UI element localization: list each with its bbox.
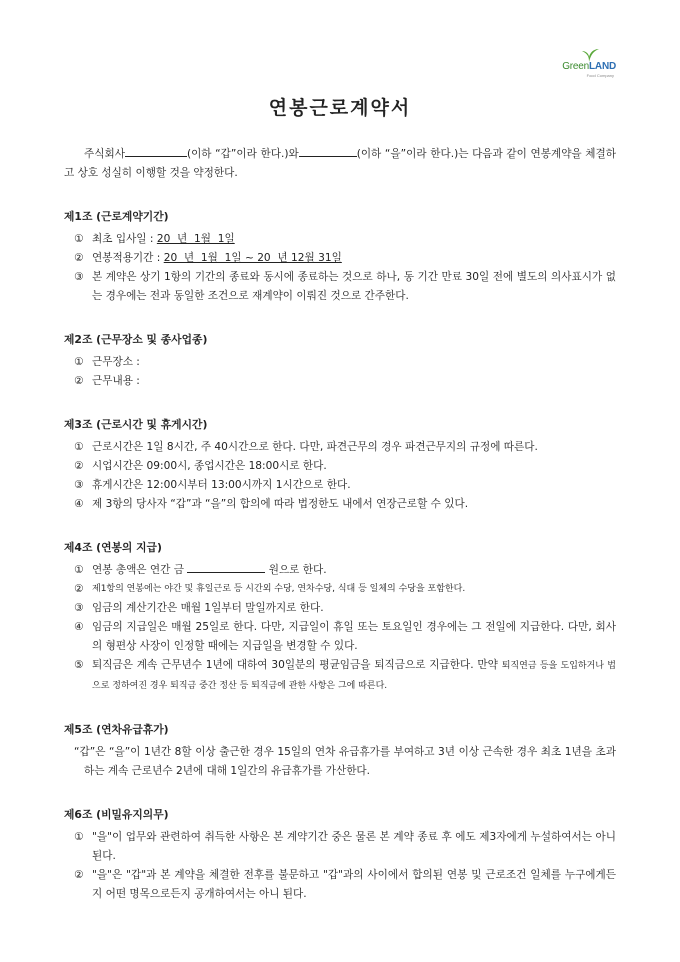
list-item: ② 시업시간은 09:00시, 종업시간은 18:00시로 한다. [74, 460, 327, 472]
greenland-logo [550, 48, 616, 78]
document-title: 연봉근로계약서 [268, 97, 412, 119]
article-title: 제1조 (근로계약기간) [64, 210, 169, 223]
list-item: ③ 휴게시간은 12:00시부터 13:00시까지 1시간으로 한다. [74, 479, 351, 491]
work-place: 근무장소 : [92, 356, 140, 368]
salary-period[interactable]: 20 년 1월 1일 ~ 20 년 12월 31일 [163, 252, 342, 264]
hire-date[interactable]: 20 년 1월 1일 [156, 233, 235, 245]
list-item: ② "을"은 "갑"과 본 계약을 체결한 전후를 불문하고 "갑"과의 사이에서 합의된 연봉 및 근로조건 일체를 누구에게든지 어떤 명목으로든지 공개하여서는 아니 된다. [74, 869, 616, 900]
list-item: ④ 제 3항의 당사자 “갑”과 “을”의 합의에 따라 법정한도 내에서 연장근로할 수 있다. [74, 498, 469, 510]
company-name-blank[interactable] [125, 145, 187, 157]
list-item: ① 연봉 총액은 연간 금 원으로 한다. [74, 561, 616, 580]
article-6 [64, 805, 616, 904]
leaf-icon [578, 48, 600, 62]
article-5 [64, 720, 616, 781]
work-content: 근무내용 : [92, 375, 140, 387]
intro-paragraph: 주식회사 (이하 “갑”이라 한다.)와 (이하 “을”이라 한다.)는 다음과 같이 연봉계약을 체결하고 상호 성실히 이행할 것을 약정한다. [64, 145, 616, 183]
list-item: ① "을"이 업무와 관련하여 취득한 사항은 본 계약기간 중은 물론 본 계약 종료 후 에도 제3자에게 누설하여서는 아니 된다. [74, 831, 616, 862]
list-item: ① 근로시간은 1일 8시간, 주 40시간으로 한다. 다만, 파견근무의 경우 파견근무지의 규정에 따른다. [74, 441, 538, 453]
list-item: ② 제1항의 연봉에는 야간 및 휴일근로 등 시간외 수당, 연차수당, 식대 등 일체의 수당을 포함한다. [74, 583, 466, 595]
list-item: ② 연봉적용기간 : 20 년 1월 1일 ~ 20 년 12월 31일 [74, 252, 342, 264]
list-item: ① 최초 입사일 : 20 년 1월 1일 [74, 233, 235, 245]
list-item: ③ 본 계약은 상기 1항의 기간의 종료와 동시에 종료하는 것으로 하나, 동 기간 만료 30일 전에 별도의 의사표시가 없는 경우에는 전과 동일한 조건으로 재계약이 이뤄진 것으로 간주한다. [74, 271, 616, 302]
list-item: ⑤ 퇴직금은 계속 근무년수 1년에 대하여 30일분의 평균임금을 퇴직금으로 지급한다. 만약 퇴직연금 등을 도입하거나 법으로 정하여진 경우 퇴직금 중간 정산 등 퇴직금에 관한 사항은 그에 따른다. [74, 659, 617, 691]
article-3 [64, 415, 616, 514]
article-title: 제3조 (근로시간 및 휴게시간) [64, 418, 208, 431]
article-title: 제6조 (비밀유지의무) [64, 808, 169, 821]
article-4 [64, 538, 616, 696]
article-2 [64, 330, 616, 391]
logo-subtitle: Food Company [586, 73, 614, 78]
article-title: 제2조 (근무장소 및 종사업종) [64, 333, 208, 346]
article-title: 제4조 (연봉의 지급) [64, 541, 162, 554]
list-item: ① 근무장소 : [74, 353, 616, 372]
article-1 [64, 207, 616, 306]
salary-amount-blank[interactable] [187, 561, 265, 573]
document-body [64, 145, 616, 904]
list-item: ② 근무내용 : [74, 372, 616, 391]
logo-text: GreenLAND [562, 61, 616, 72]
article-paragraph: “갑”은 “을”이 1년간 8할 이상 출근한 경우 15일의 연차 유급휴가를 부여하고 3년 이상 근속한 경우 최초 1년을 초과하는 계속 근로년수 2년에 대해 1일간의 유급휴가를 가산한다. [74, 746, 616, 777]
employee-name-blank[interactable] [299, 145, 357, 157]
article-title: 제5조 (연차유급휴가) [64, 723, 169, 736]
list-item: ④ 임금의 지급일은 매월 25일로 한다. 다만, 지급일이 휴일 또는 토요일인 경우에는 그 전일에 지급한다. 다만, 회사의 형편상 사장이 인정할 때에는 지급일을 변경할 수 있다. [74, 621, 616, 652]
list-item: ③ 임금의 계산기간은 매월 1일부터 말일까지로 한다. [74, 602, 324, 614]
